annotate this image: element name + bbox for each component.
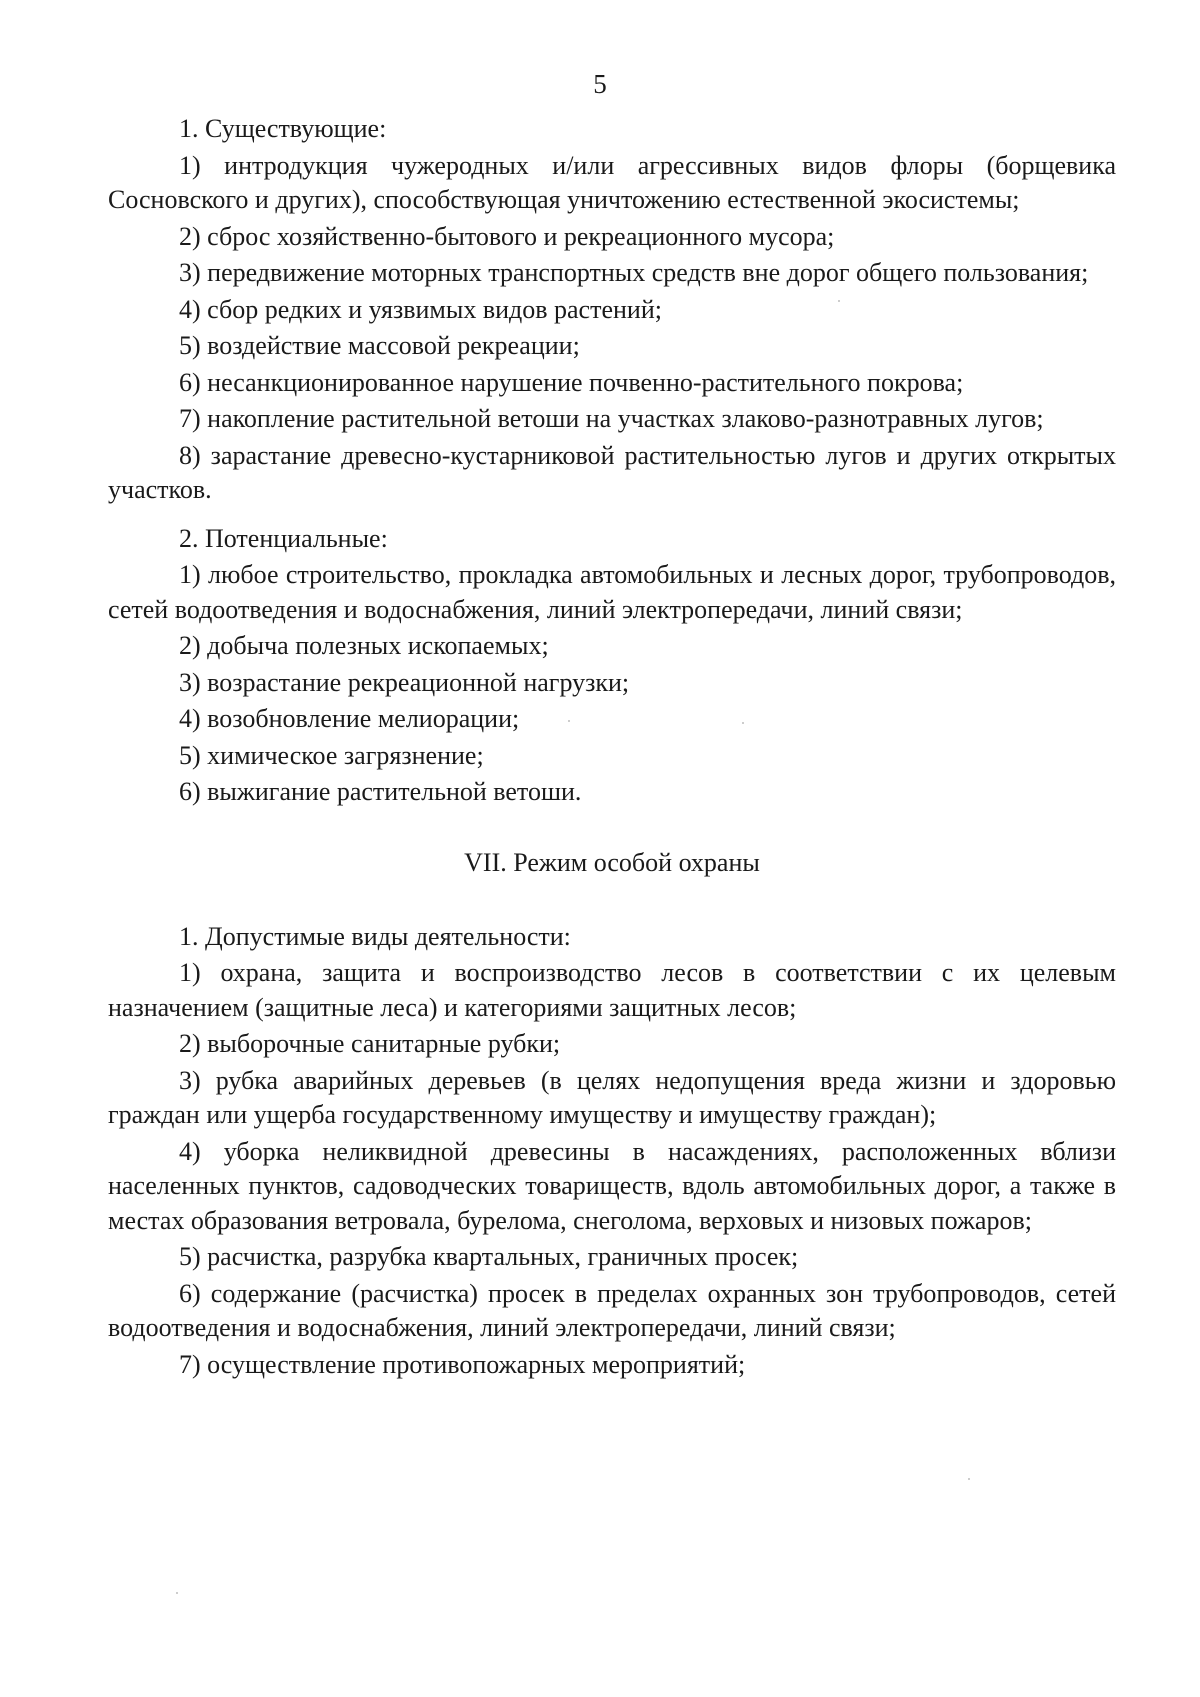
existing-item: 8) зарастание древесно-кустарниковой растительностью лугов и других открытых участков. [108,440,1116,504]
document-body [108,112,1116,1384]
threats-potential-block [108,522,1116,810]
existing-item: 4) сбор редких и уязвимых видов растений; [179,294,662,324]
existing-item: 3) передвижение моторных транспортных средств вне дорог общего пользования; [179,258,1089,287]
allowed-activities-block [108,920,1116,1383]
allowed-heading: 1. Допустимые виды деятельности: [179,921,571,951]
scan-speck [176,1592,178,1594]
scan-speck [568,720,570,722]
allowed-item: 2) выборочные санитарные рубки; [179,1029,561,1058]
scan-speck [968,1478,970,1480]
allowed-item: 7) осуществление противопожарных мероприятий; [179,1349,746,1379]
allowed-item: 3) рубка аварийных деревьев (в целях недопущения вреда жизни и здоровью граждан или ущерба государственному имуществу и имуществу граждан); [108,1065,1116,1129]
potential-heading: 2. Потенциальные: [179,523,388,553]
potential-item: 3) возрастание рекреационной нагрузки; [179,667,630,697]
potential-item: 5) химическое загрязнение; [179,740,484,770]
existing-heading: 1. Существующие: [179,114,387,143]
existing-item: 5) воздействие массовой рекреации; [179,331,580,360]
potential-item: 2) добыча полезных ископаемых; [179,631,549,660]
potential-item: 1) любое строительство, прокладка автомобильных и лесных дорог, трубопроводов, сетей водоотведения и водоснабжения, линий электропередачи, линий связи; [108,560,1116,624]
existing-item: 2) сброс хозяйственно-бытового и рекреационного мусора; [179,221,835,251]
existing-item: 7) накопление растительной ветоши на участках злаково-разнотравных лугов; [179,404,1044,433]
threats-existing-block [108,112,1116,508]
potential-item: 6) выжигание растительной ветоши. [179,777,582,806]
allowed-item: 5) расчистка, разрубка квартальных, граничных просек; [179,1242,799,1271]
potential-item: 4) возобновление мелиорации; [179,704,520,733]
allowed-item: 4) уборка неликвидной древесины в насаждениях, расположенных вблизи населенных пунктов, садоводческих товариществ, вдоль автомобильных дорог, а также в местах образования ветровала, бурелома, снеголома, верховых и низовых пожаров; [108,1136,1116,1235]
section-title: VII. Режим особой охраны [464,847,760,877]
page-number: 5 [593,69,607,99]
allowed-item: 6) содержание (расчистка) просек в пределах охранных зон трубопроводов, сетей водоотведения и водоснабжения, линий электропередачи, линий связи; [108,1278,1116,1342]
scan-speck [742,722,744,724]
allowed-item: 1) охрана, защита и воспроизводство лесов в соответствии с их целевым назначением (защитные леса) и категориями защитных лесов; [108,958,1116,1022]
scan-speck [838,300,840,302]
existing-item: 6) несанкционированное нарушение почвенно-растительного покрова; [179,367,964,397]
existing-item: 1) интродукция чужеродных и/или агрессивных видов флоры (борщевика Сосновского и других), способствующая уничтожению естественной экосистемы; [108,150,1116,214]
